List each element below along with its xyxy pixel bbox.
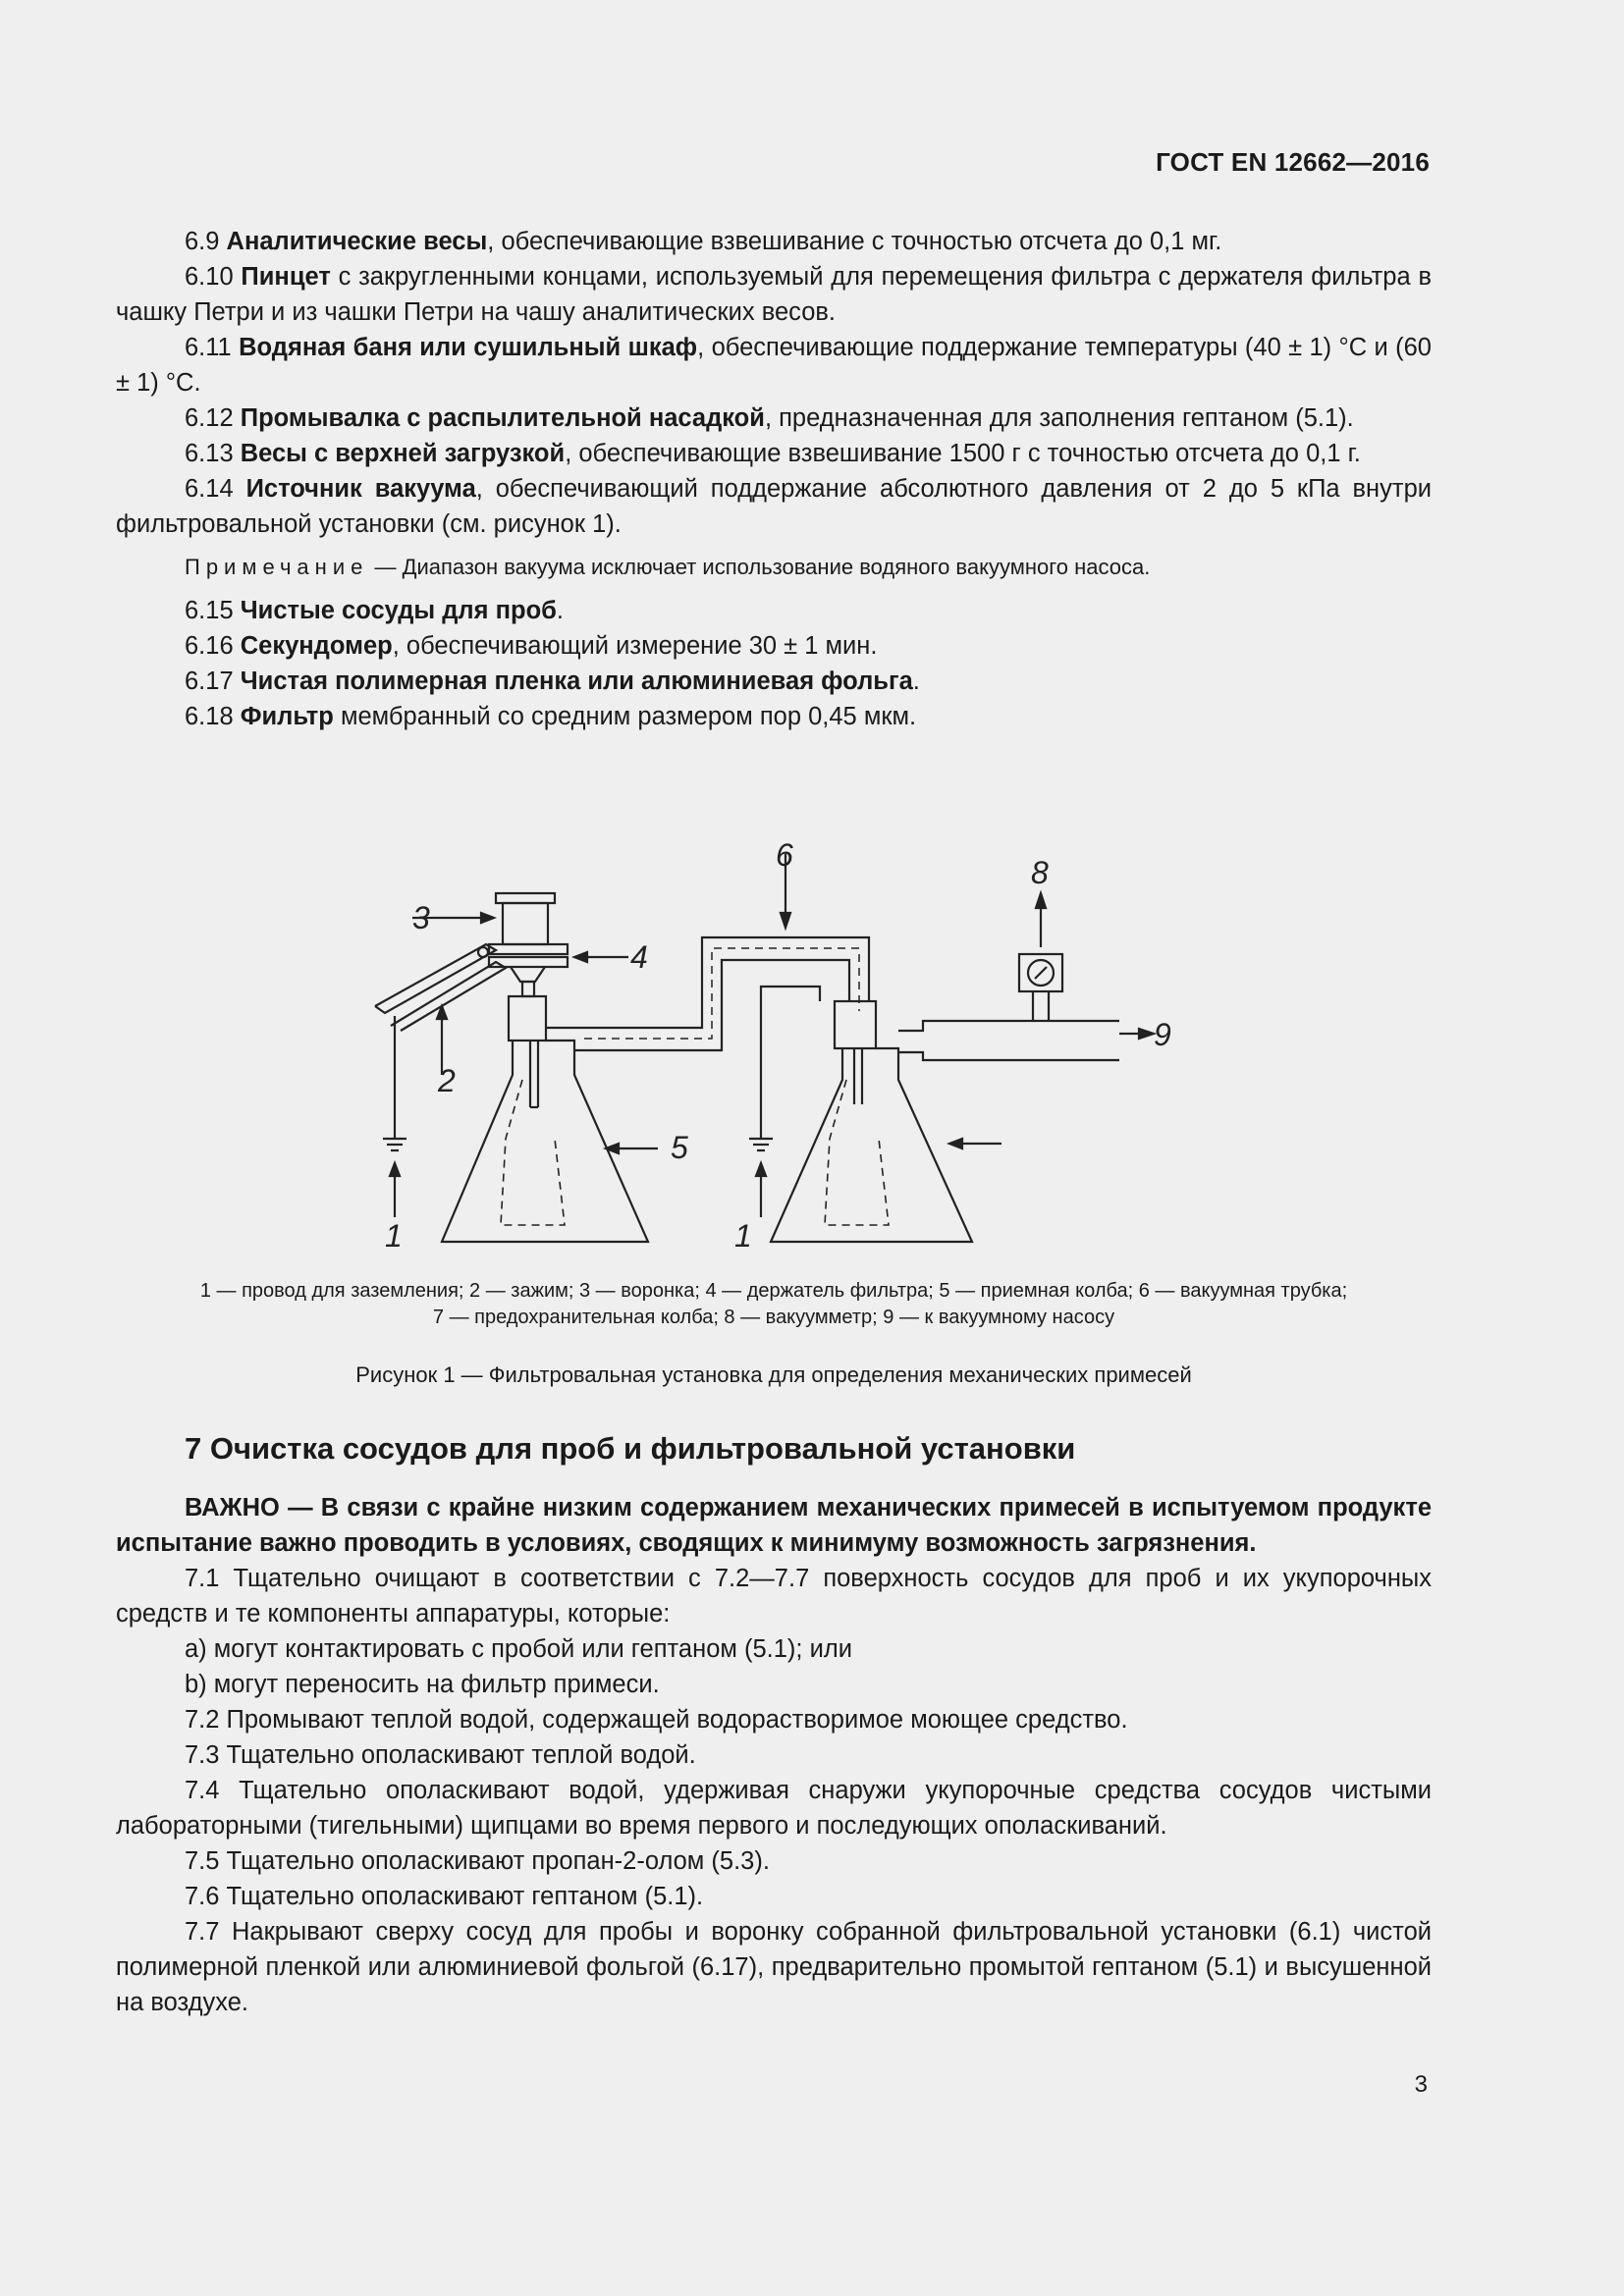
item-6-15: 6.15 Чистые сосуды для проб. bbox=[185, 597, 564, 624]
item-6-17: 6.17 Чистая полимерная пленка или алюминиевая фольга. bbox=[185, 667, 920, 695]
item-6-12: 6.12 Промывалка с распылительной насадкой, предназначенная для заполнения гептаном (5.1). bbox=[185, 404, 1354, 432]
item-6-14: 6.14 Источник вакуума, обеспечивающий поддержание абсолютного давления от 2 до 5 кПа внутри фильтровальной установки (см. рисунок 1). bbox=[116, 475, 1432, 538]
vacuum-tube bbox=[546, 854, 869, 1050]
item-6-11: 6.11 Водяная баня или сушильный шкаф, обеспечивающие поддержание температуры (40 ± 1) °С и (60 ± 1) °С. bbox=[116, 334, 1432, 397]
label-9: 9 bbox=[1154, 1017, 1171, 1052]
para-7-7: 7.7 Накрывают сверху сосуд для пробы и воронку собранной фильтровальной установки (6.1) чистой полимерной пленкой или алюминиевой фольгой (6.17), предварительно промытой гептаном (5.1) и высушенной на воздухе. bbox=[116, 1918, 1432, 2016]
item-6-9: 6.9 Аналитические весы, обеспечивающие взвешивание с точностью отсчета до 0,1 мг. bbox=[185, 228, 1222, 255]
para-7-6: 7.6 Тщательно ополаскивают гептаном (5.1). bbox=[185, 1883, 704, 1910]
label-1-right: 1 bbox=[734, 1218, 752, 1254]
label-4: 4 bbox=[630, 939, 648, 975]
figure-caption: Рисунок 1 — Фильтровальная установка для определения механических примесей bbox=[355, 1362, 1192, 1387]
label-8: 8 bbox=[1031, 855, 1049, 890]
para-a: а) могут контактировать с пробой или гептаном (5.1); или bbox=[185, 1635, 852, 1663]
item-6-10: 6.10 Пинцет с закругленными концами, используемый для перемещения фильтра с держателя фильтра в чашку Петри и из чашки Петри на чашу аналитических весов. bbox=[116, 263, 1432, 326]
item-6-16: 6.16 Секундомер, обеспечивающий измерение 30 ± 1 мин. bbox=[185, 632, 878, 660]
document-header: ГОСТ EN 12662—2016 bbox=[1156, 147, 1430, 177]
legend-line-1: 1 — провод для заземления; 2 — зажим; 3 — воронка; 4 — держатель фильтра; 5 — приемная колба; 6 — вакуумная трубка; bbox=[199, 1280, 1348, 1302]
important-notice: ВАЖНО — В связи с крайне низким содержанием механических примесей в испытуемом продукте испытание важно проводить в условиях, сводящих к минимуму возможность загрязнения. bbox=[116, 1494, 1432, 1557]
section-7 bbox=[116, 1431, 1432, 2020]
item-6-13: 6.13 Весы с верхней загрузкой, обеспечивающие взвешивание 1500 г с точностью отсчета до 0,1 г. bbox=[185, 440, 1361, 467]
note: Примечание — Диапазон вакуума исключает использование водяного вакуумного насоса. bbox=[185, 555, 1151, 579]
page-number: 3 bbox=[1414, 2071, 1428, 2098]
para-7-4: 7.4 Тщательно ополаскивают водой, удерживая снаружи укупорочные средства сосудов чистыми лабораторными (тигельными) щипцами во время первого и последующих ополаскиваний. bbox=[116, 1777, 1432, 1840]
label-2: 2 bbox=[438, 1063, 456, 1098]
label-1-left: 1 bbox=[385, 1218, 403, 1254]
funnel bbox=[412, 893, 555, 944]
section-7-heading: 7 Очистка сосудов для проб и фильтровальной установки bbox=[185, 1431, 1076, 1466]
para-7-3: 7.3 Тщательно ополаскивают теплой водой. bbox=[185, 1741, 696, 1769]
safety-flask-right bbox=[771, 1001, 1001, 1242]
label-5: 5 bbox=[671, 1130, 688, 1165]
para-7-1: 7.1 Тщательно очищают в соответствии с 7.2—7.7 поверхность сосудов для проб и их укупорочных средств и те компоненты аппаратуры, которые: bbox=[116, 1565, 1432, 1628]
label-6: 6 bbox=[776, 837, 793, 873]
ground-wire-right bbox=[749, 987, 820, 1217]
vacuum-gauge bbox=[1019, 893, 1062, 1021]
para-7-2: 7.2 Промывают теплой водой, содержащей водорастворимое моющее средство. bbox=[185, 1706, 1128, 1734]
outlet-tube bbox=[898, 1021, 1154, 1060]
legend-line-2: 7 — предохранительная колба; 8 — вакуумметр; 9 — к вакуумному насосу bbox=[432, 1307, 1115, 1328]
filter-holder bbox=[489, 944, 628, 996]
para-b: b) могут переносить на фильтр примеси. bbox=[185, 1671, 660, 1698]
item-6-18: 6.18 Фильтр мембранный со средним размером пор 0,45 мкм. bbox=[185, 703, 917, 730]
para-7-5: 7.5 Тщательно ополаскивают пропан-2-олом (5.3). bbox=[185, 1847, 770, 1875]
ground-wire-left bbox=[383, 1016, 406, 1217]
receiving-flask-left bbox=[442, 996, 658, 1242]
figure-legend bbox=[116, 1278, 1432, 1331]
label-3: 3 bbox=[412, 900, 430, 935]
